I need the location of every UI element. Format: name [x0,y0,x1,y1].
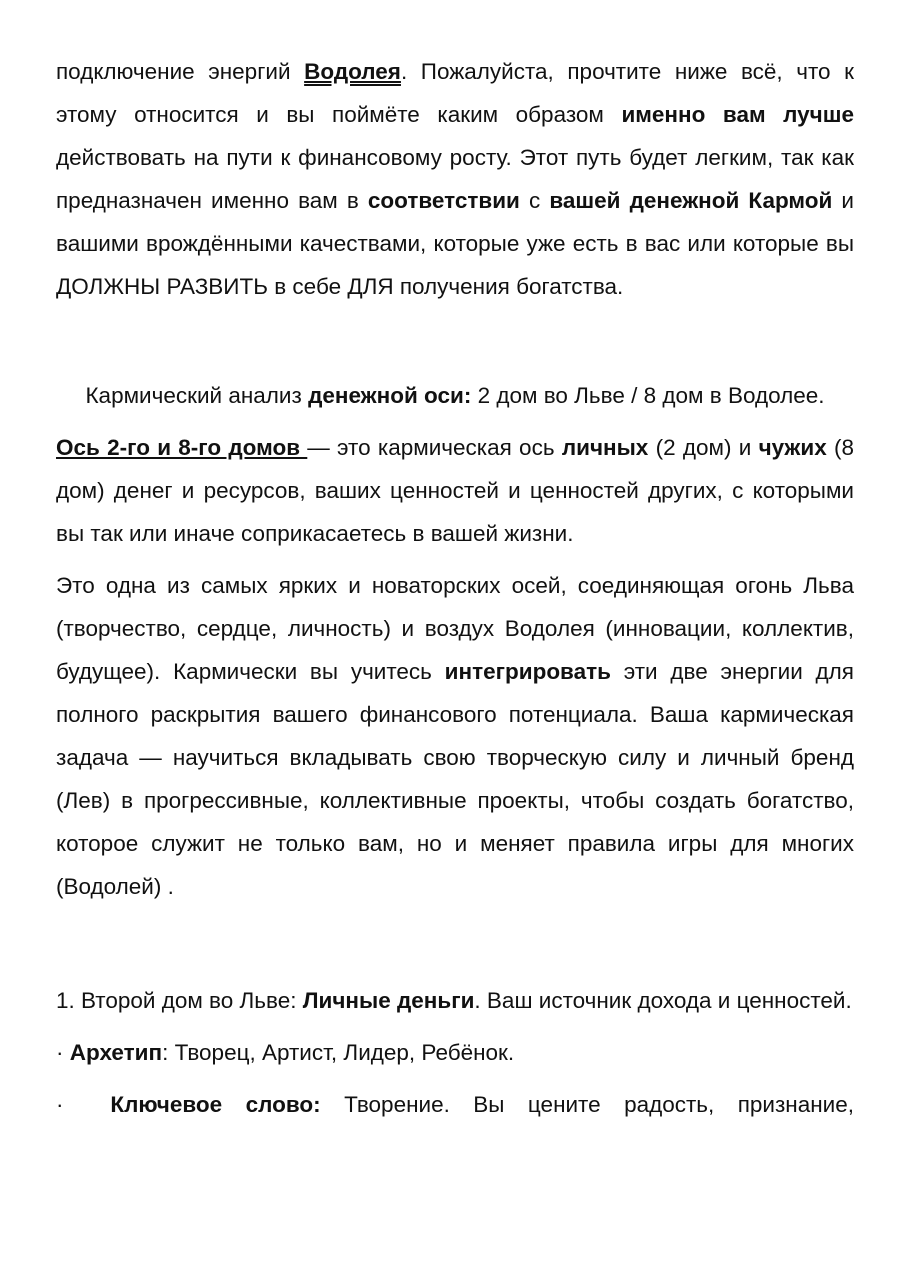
body-text-1: Это одна из самых ярких и новаторских осей, соединяющая огонь Льва (творчество, сердце, личность) и воздух Водолея (инновации, коллектив, будущее). Кармически вы учитесь [56,573,854,684]
keyword-label: Ключевое слово: [110,1092,321,1117]
item1-emphasis: Личные деньги [302,988,475,1013]
intro-text-4: с [519,188,550,213]
intro-aquarius-emphasis: Водолея [304,59,401,84]
axis-paragraph [56,426,854,555]
heading-text-2: 2 дом во Льве / 8 дом в Водолее. [471,383,825,408]
document-page [56,50,854,1126]
intro-paragraph [56,50,854,308]
intro-emphasis-accordance: соответствии [367,188,520,213]
intro-text-1: подключение энергий [56,59,305,84]
axis-emphasis-personal: личных [561,435,649,460]
item1-text-1: 1. Второй дом во Льве: [56,988,303,1013]
bullet-keyword [56,1083,854,1126]
axis-text-2: (2 дом) и [648,435,759,460]
axis-title: Ось 2-го и 8-го домов [56,435,308,460]
body-text-2: эти две энергии для полного раскрытия вашего финансового потенциала. Ваша кармическая задача — научиться вкладывать свою творческую силу и личный бренд (Лев) в прогрессивные, коллективные проекты, чтобы создать богатство, которое служит не только вам, но и меняет правила игры для многих (Водолей) . [56,659,854,899]
item1-text-2: . Ваш источник дохода и ценностей. [474,988,852,1013]
bullet-archetype [56,1031,854,1074]
axis-text-3: (8 дом) денег и ресурсов, ваших ценностей и ценностей других, с которыми вы так или иначе соприкасаетесь в вашей жизни. [56,435,854,546]
intro-text-3: действовать на пути к финансовому росту. Этот путь будет легким, так как предназначен именно вам в [56,145,854,213]
axis-emphasis-others: чужих [758,435,827,460]
keyword-text: Творение. Вы цените радость, признание, [320,1092,855,1117]
heading-text-1: Кармический анализ [85,383,309,408]
bullet-dot: · [56,1092,64,1117]
list-item-second-house [56,979,854,1022]
intro-text-5: и вашими врождёнными качествами, которые уже есть в вас или которые вы ДОЛЖНЫ РАЗВИТЬ в себе ДЛЯ получения богатства. [56,188,854,299]
archetype-label: Архетип [69,1040,163,1065]
body-paragraph [56,564,854,908]
archetype-text: : Творец, Артист, Лидер, Ребёнок. [162,1040,515,1065]
axis-text-1: — это кармическая ось [307,435,562,460]
bullet-dot: · [56,1040,64,1065]
body-emphasis-integrate: интегрировать [444,659,611,684]
intro-emphasis-best: именно вам лучше [621,102,854,127]
section-heading [56,374,854,417]
intro-emphasis-karma: вашей денежной Кармой [549,188,833,213]
intro-text-2: . Пожалуйста, прочтите ниже всё, что к этому относится и вы поймёте каким образом [56,59,854,127]
heading-emphasis: денежной оси: [308,383,472,408]
